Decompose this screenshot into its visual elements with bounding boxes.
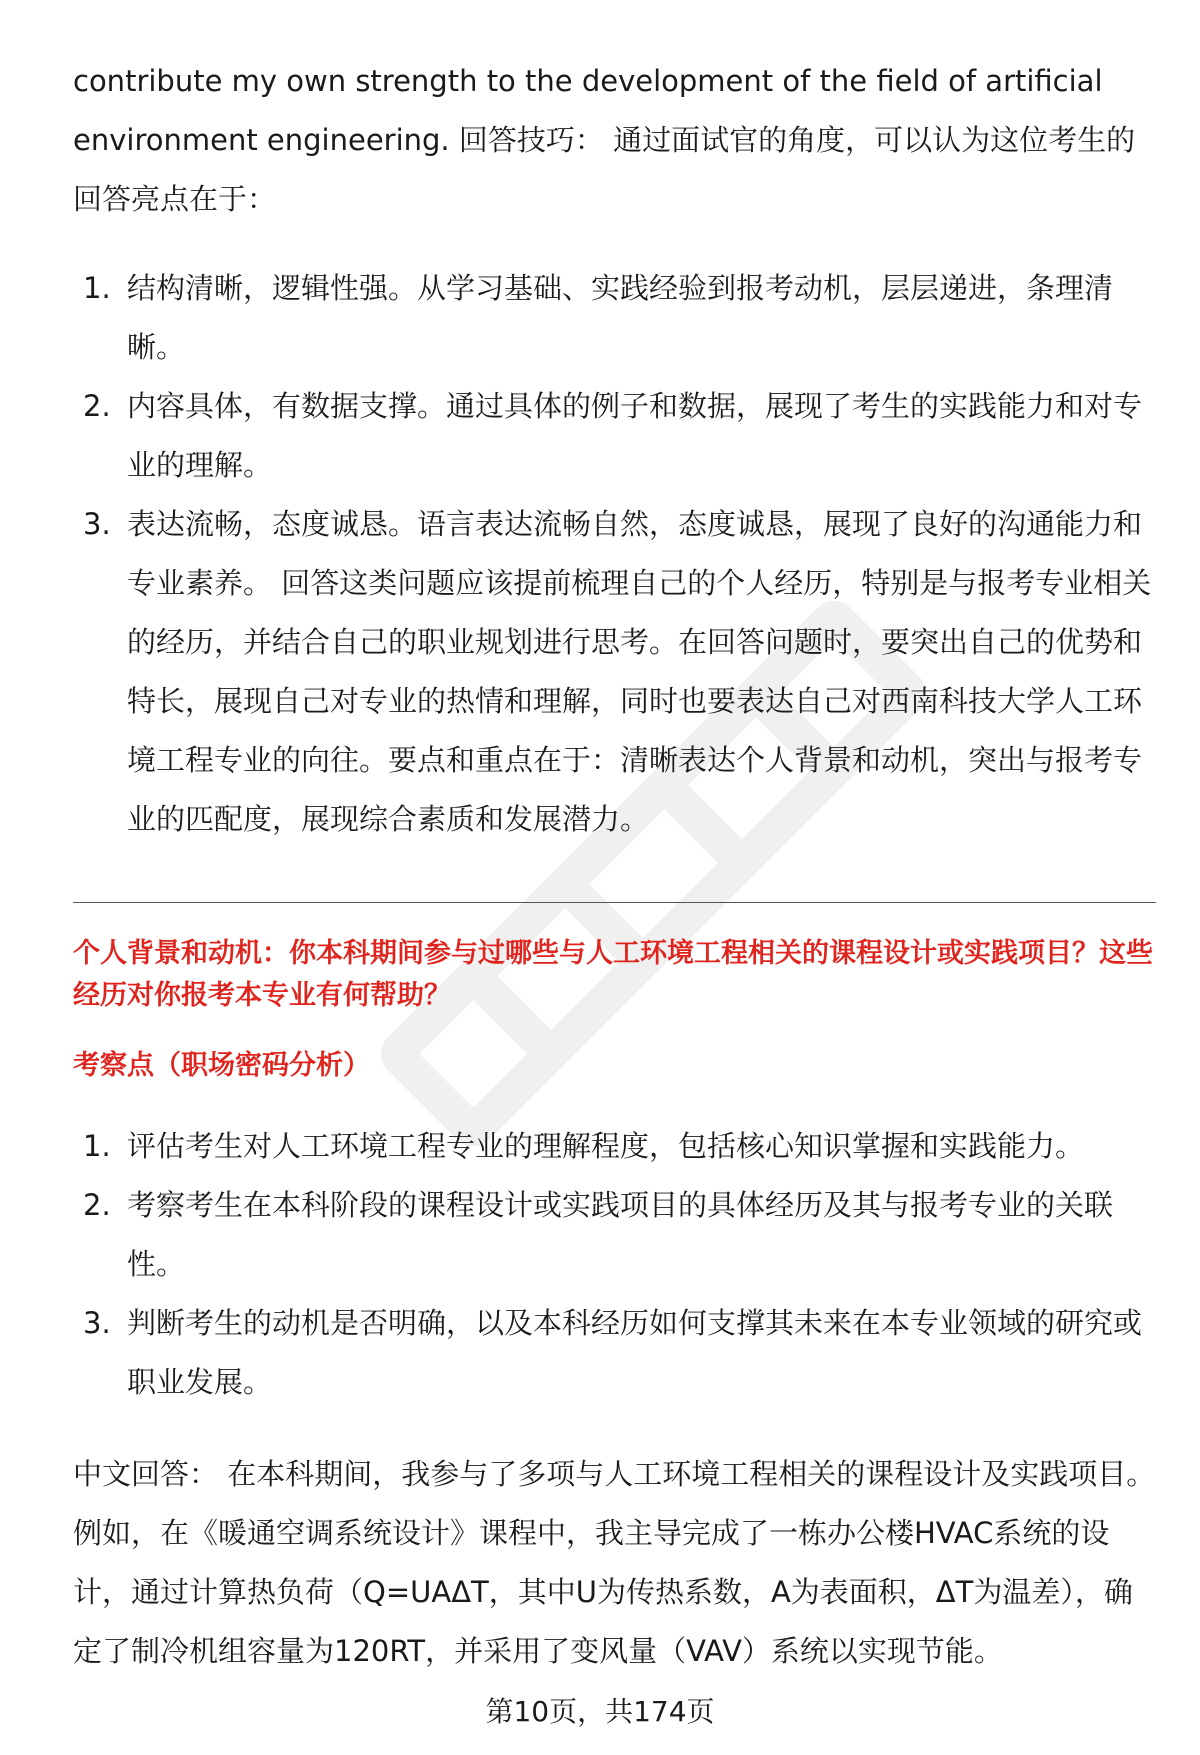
question-heading: 个人背景和动机：你本科期间参与过哪些与人工环境工程相关的课程设计或实践项目？这些经历对你报考本专业有何帮助？	[73, 938, 1153, 1011]
focus-heading: 考察点（职场密码分析）	[73, 1050, 370, 1081]
page-content	[73, 52, 1158, 849]
list-item-text: 内容具体，有数据支撑。通过具体的例子和数据，展现了考生的实践能力和对专业的理解。	[127, 389, 1143, 482]
section-divider	[73, 902, 1156, 903]
focus-list	[73, 1117, 1158, 1412]
list-item-text: 结构清晰，逻辑性强。从学习基础、实践经验到报考动机，层层递进，条理清晰。	[127, 271, 1114, 364]
answer-paragraph: 中文回答： 在本科期间，我参与了多项与人工环境工程相关的课程设计及实践项目。例如，在《暖通空调系统设计》课程中，我主导完成了一栋办公楼HVAC系统的设计，通过计算热负荷（Q=UAΔT，其中U为传热系数，A为表面积，ΔT为温差），确定了制冷机组容量为120RT，并采用了变风量（VAV）系统以实现节能。	[73, 1457, 1156, 1668]
list-item-text: 表达流畅，态度诚恳。语言表达流畅自然，态度诚恳，展现了良好的沟通能力和专业素养。 回答这类问题应该提前梳理自己的个人经历，特别是与报考专业相关的经历，并结合自己的职业规划进行思考。在回答问题时，要突出自己的优势和特长，展现自己对专业的热情和理解，同时也要表达自己对西南科技大学人工环境工程专业的向往。要点和重点在于：清晰表达个人背景和动机，突出与报考专业的匹配度，展现综合素质和发展潜力。	[127, 507, 1152, 836]
list-item-number: 1.	[83, 1129, 111, 1163]
list-item-number: 2.	[83, 1188, 111, 1222]
list-item-text: 考察考生在本科阶段的课程设计或实践项目的具体经历及其与报考专业的关联性。	[127, 1188, 1114, 1281]
list-item	[73, 1294, 1158, 1412]
list-item	[73, 1117, 1158, 1176]
list-item-number: 3.	[83, 1306, 111, 1340]
list-item-number: 1.	[83, 271, 111, 305]
list-item-number: 2.	[83, 389, 111, 423]
list-item	[73, 259, 1158, 377]
list-item	[73, 377, 1158, 495]
highlights-list	[73, 259, 1158, 849]
intro-paragraph: contribute my own strength to the development of the field of artificial environment engineering. 回答技巧： 通过面试官的角度，可以认为这位考生的回答亮点在于：	[73, 64, 1136, 216]
page-number: 第10页，共174页	[485, 1695, 715, 1728]
list-item	[73, 1176, 1158, 1294]
list-item-number: 3.	[83, 507, 111, 541]
list-item-text: 判断考生的动机是否明确，以及本科经历如何支撑其未来在本专业领域的研究或职业发展。	[127, 1306, 1143, 1399]
list-item	[73, 495, 1158, 849]
list-item-text: 评估考生对人工环境工程专业的理解程度，包括核心知识掌握和实践能力。	[127, 1129, 1085, 1163]
